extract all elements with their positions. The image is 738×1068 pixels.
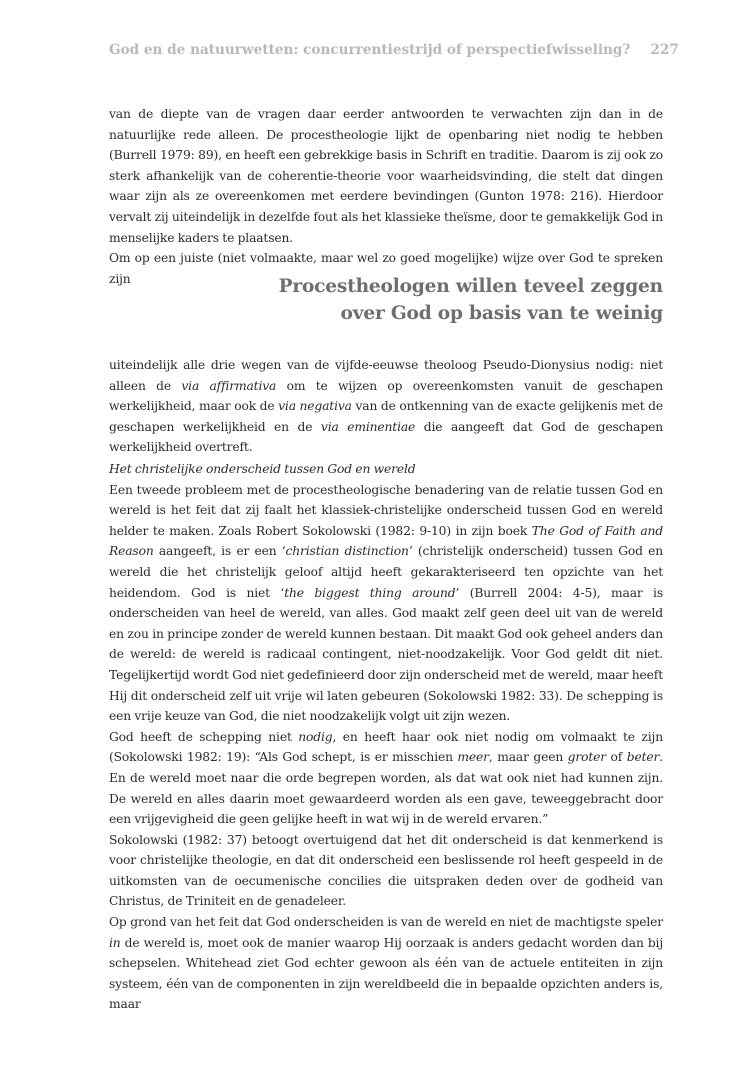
term-via-negativa: via negativa xyxy=(278,399,352,414)
text-block-middle xyxy=(109,355,663,458)
text-block-section xyxy=(109,459,663,1015)
paragraph-5: Sokolowski (1982: 37) betoogt overtuigend dat het dit onderscheid is dat kenmerkend is voor christelijke theologie, en dat dit onderscheid een beslissende rol heeft gespeeld in de uitkomsten van de oecumenische concilies die uitspraken deden over de godheid van Christus, de Triniteit en de genadeleer. xyxy=(109,832,663,909)
text-span: , en heeft haar ook niet nodig om volmaakt te zijn (Sokolowski 1982: 19): “Als God schept, is er misschien xyxy=(109,729,663,765)
text-span: of xyxy=(606,750,627,765)
paragraph-1: van de diepte van de vragen daar eerder antwoorden te verwachten zijn dan in de natuurlijke rede alleen. De procestheologie lijkt de openbaring niet nodig te hebben (Burrell 1979: 89), en heeft een gebrekkige basis in Schrift en traditie. Daarom is zij ook zo sterk afhankelijk van de coherentie-theorie voor waarheidsvinding, die stelt dat dingen waar zijn als ze overeenkomen met eerdere bevindingen (Gunton 1978: 216). Hierdoor vervalt zij uiteindelijk in dezelfde fout als het klassieke theïsme, door te gemakkelijk God in menselijke kaders te plaatsen. xyxy=(109,107,663,245)
running-header xyxy=(109,42,679,58)
term-in: in xyxy=(109,935,121,950)
term-groter: groter xyxy=(567,750,606,765)
text-span: de wereld is, moet ook de manier waarop Hij oorzaak is anders gedacht worden dan bij schepselen. Whitehead ziet God echter gewoon als één van de actuele entiteiten in zijn systeem, één van de componenten in zijn wereldbeeld die in bepaalde opzichten anders is, maar xyxy=(109,935,663,1012)
term-nodig: nodig xyxy=(298,729,333,744)
paragraph-2-continued xyxy=(109,355,663,458)
text-span: van de ontkenning van de exacte gelijkenis met de geschapen werkelijkheid en de xyxy=(109,399,664,434)
term-meer: meer xyxy=(457,750,489,765)
paragraph-3 xyxy=(109,480,663,727)
text-span: Een tweede probleem met de procestheologische benadering van de relatie tussen God en wereld is het feit dat zij faalt het klassiek-christelijke onderscheid tussen God en wereld helder te maken. Zoals Robert Sokolowski (1982: 9-10) in zijn boek xyxy=(109,482,663,538)
term-biggest-thing: the biggest thing around xyxy=(284,585,456,600)
pull-quote-line-2: over God op basis van te weinig xyxy=(340,303,663,324)
text-span: , maar geen xyxy=(488,750,568,765)
running-header-title: God en de natuurwetten: concurrentiestrijd of perspectiefwisseling? xyxy=(109,42,631,58)
text-span: uiteindelijk alle drie wegen van de vijfde-eeuwse theoloog Pseudo-Dionysius nodig: niet alleen de xyxy=(109,358,663,393)
term-beter: beter xyxy=(626,750,660,765)
book-title: The God of Faith and Reason xyxy=(109,523,663,559)
text-span: aangeeft, is er een ‘ xyxy=(153,544,286,559)
paragraph-6 xyxy=(109,912,663,1015)
text-span: die aangeeft dat God de geschapen werkelijkheid overtreft. xyxy=(109,419,663,455)
term-via-eminentiae: via eminentiae xyxy=(320,419,416,434)
text-span: om te wijzen op overeenkomsten vanuit de geschapen werkelijkheid, maar ook de xyxy=(109,378,663,414)
paragraph-2-start: Om op een juiste (niet volmaakte, maar wel zo goed mogelijke) wijze over God te spreken zijn xyxy=(109,251,663,286)
pull-quote-line-1: Procestheologen willen teveel zeggen xyxy=(278,276,663,297)
paragraph-4 xyxy=(109,727,663,830)
text-span: God heeft de schepping niet xyxy=(109,729,299,744)
term-via-affirmativa: via affirmativa xyxy=(181,378,277,393)
text-span: ’ (Burrell 2004: 4-5), maar is onderscheiden van heel de wereld, van alles. God maakt zelf geen deel uit van de wereld en zou in principe zonder de wereld kunnen bestaan. Dit maakt God ook geheel anders dan de wereld: de wereld is radicaal contingent, niet-noodzakelijk. Voor God geldt dit niet. Tegelijkertijd wordt God niet gedefinieerd door zijn onderscheid met de wereld, maar heeft Hij dit onderscheid zelf uit vrije wil laten gebeuren (Sokolowski 1982: 33). De schepping is een vrije keuze van God, die niet noodzakelijk volgt uit zijn wezen. xyxy=(109,585,663,724)
section-subheading: Het christelijke onderscheid tussen God en wereld xyxy=(109,462,416,476)
text-block-top xyxy=(109,104,663,289)
term-christian-distinction: christian distinction xyxy=(285,544,409,559)
text-span: . En de wereld moet naar die orde begrepen worden, als dat wat ook niet had kunnen zijn. De wereld en alles daarin moet gewaardeerd worden als een gave, teweeggebracht door een vrijgevigheid die geen gelijke heeft in wat wij in de wereld ervaren.” xyxy=(109,750,663,827)
page-number: 227 xyxy=(650,42,679,58)
text-span: ’ (christelijk onderscheid) tussen God en wereld die het christelijk geloof altijd heeft gekarakteriseerd ten opzichte van het heidendom. God is niet ‘ xyxy=(109,544,663,600)
text-span: Op grond van het feit dat God onderscheiden is van de wereld en niet de machtigste speler xyxy=(109,915,663,930)
pull-quote xyxy=(109,273,663,327)
